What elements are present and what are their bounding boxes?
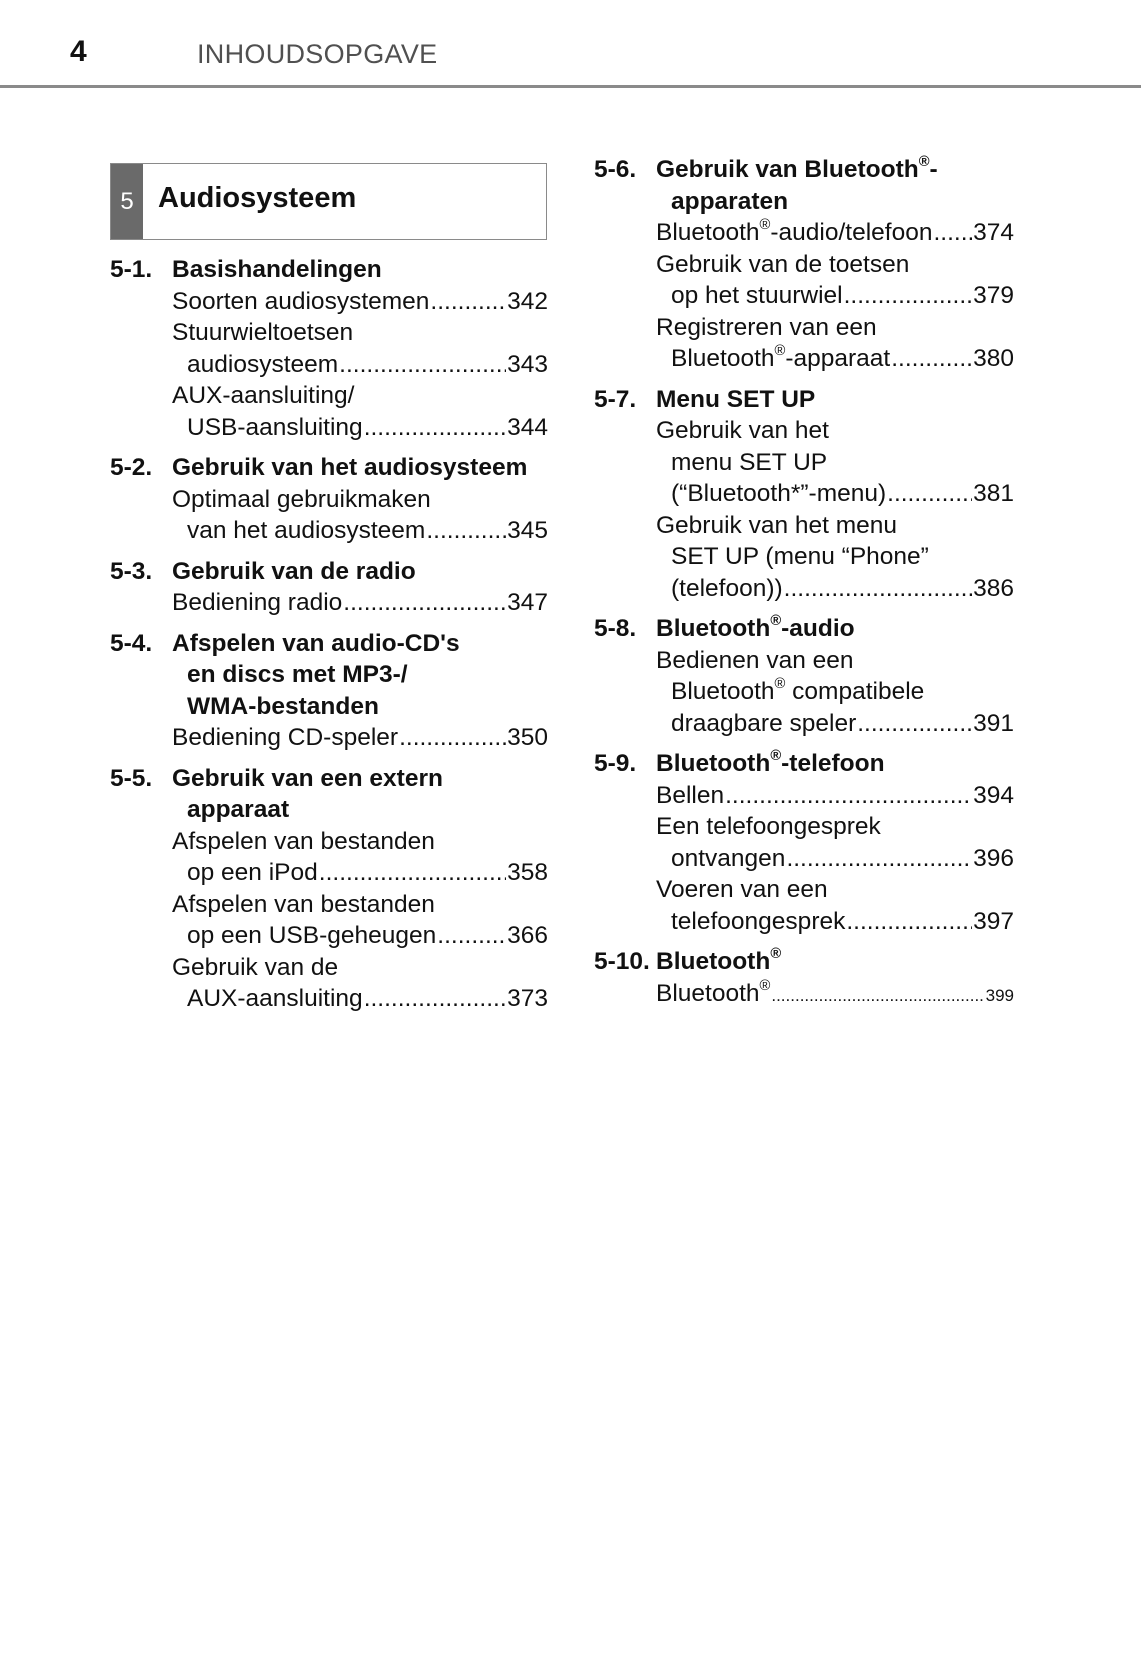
dot-leader <box>786 843 972 875</box>
entry-page-number: 380 <box>973 345 1014 372</box>
registered-mark: ® <box>918 153 930 170</box>
entry-title-line: USB-aansluiting <box>187 413 363 441</box>
toc-entry[interactable] <box>656 217 1014 249</box>
dot-leader <box>437 920 506 952</box>
dot-leader <box>844 280 973 312</box>
section-heading[interactable] <box>594 747 1014 780</box>
chapter-title: Audiosysteem <box>158 182 357 214</box>
entry-title-part: -apparaat <box>785 345 891 372</box>
section-heading[interactable] <box>110 254 548 286</box>
toc-left-column <box>110 254 548 1015</box>
section-title: Gebruik van de radio <box>172 557 416 585</box>
section-title-line: Afspelen van audio-CD's <box>172 629 460 657</box>
entry-title: Bediening CD-speler <box>172 724 399 751</box>
dot-leader <box>426 515 506 547</box>
entry-title-line: telefoongesprek <box>671 907 846 935</box>
dot-leader <box>399 722 506 754</box>
entry-title-line: op het stuurwiel <box>671 282 843 309</box>
section-heading[interactable] <box>594 945 1014 978</box>
section-heading[interactable] <box>594 384 1014 416</box>
entry-title-line: (telefoon)) <box>671 574 783 602</box>
toc-section-5-3 <box>110 556 548 619</box>
entry-page-number: 386 <box>973 574 1014 602</box>
section-title-line: WMA-bestanden <box>187 692 379 720</box>
entry-title-line: SET UP (menu “Phone” <box>671 543 929 570</box>
entry-page-number: 373 <box>507 985 548 1012</box>
entry-title-line: op een iPod <box>187 859 318 886</box>
entry-title-line: draagbare speler <box>671 709 857 737</box>
entry-page-number: 381 <box>973 480 1014 507</box>
toc-entry[interactable] <box>172 380 548 443</box>
entry-title-part: Bluetooth <box>656 219 760 246</box>
toc-section-5-2 <box>110 452 548 547</box>
toc-entry[interactable] <box>172 587 548 619</box>
toc-entry[interactable] <box>656 874 1014 937</box>
entry-title-line <box>671 343 890 375</box>
entry-page-number: 394 <box>973 781 1014 809</box>
dot-leader <box>364 983 506 1015</box>
entry-title-line: Gebruik van de <box>172 953 339 981</box>
section-title-part: - <box>929 156 938 183</box>
toc-section-5-9 <box>594 748 1014 937</box>
entry-page-number: 345 <box>507 517 548 544</box>
dot-leader <box>933 217 972 249</box>
toc-section-5-6 <box>594 154 1014 375</box>
entry-title-part: compatibele <box>785 678 925 705</box>
section-number: 5-8. <box>594 615 637 642</box>
section-number: 5-9. <box>594 750 637 777</box>
entry-title-line: AUX-aansluiting/ <box>172 382 355 409</box>
section-number: 5-4. <box>110 629 153 657</box>
entry-title-part: Bluetooth <box>671 345 775 372</box>
section-number: 5-10. <box>594 948 650 975</box>
section-title-line: apparaten <box>671 187 789 215</box>
section-title: Gebruik van het audiosysteem <box>172 454 528 481</box>
section-title-line: Gebruik van een extern <box>172 764 443 792</box>
toc-entry[interactable] <box>172 317 548 380</box>
registered-mark: ® <box>774 342 786 359</box>
section-title-part: Bluetooth <box>656 750 771 777</box>
page-title: INHOUDSOPGAVE <box>197 39 438 69</box>
toc-section-5-4 <box>110 628 548 754</box>
section-number: 5-3. <box>110 557 153 585</box>
entry-page-number: 342 <box>507 287 548 315</box>
section-heading[interactable] <box>110 763 548 826</box>
entry-title: Bellen <box>656 781 725 809</box>
header-divider <box>0 85 1141 88</box>
entry-title-part: -audio/telefoon <box>770 219 933 246</box>
toc-entry[interactable] <box>656 780 1014 812</box>
toc-entry[interactable] <box>172 484 548 547</box>
section-number: 5-7. <box>594 385 637 413</box>
toc-entry[interactable] <box>656 312 1014 375</box>
entry-title-line: audiosysteem <box>187 350 339 378</box>
page-number: 4 <box>70 35 87 68</box>
toc-section-5-1 <box>110 254 548 443</box>
entry-title <box>656 217 932 249</box>
toc-entry[interactable] <box>656 645 1014 740</box>
toc-entry[interactable] <box>172 952 548 1015</box>
entry-title-line: Stuurwieltoetsen <box>172 319 354 346</box>
entry-title-line: Een telefoongesprek <box>656 813 881 840</box>
entry-title: Soorten audiosystemen <box>172 287 430 315</box>
section-title-part: Bluetooth <box>656 948 771 975</box>
entry-page-number: 358 <box>507 859 548 886</box>
dot-leader <box>887 478 972 510</box>
dot-leader <box>784 573 972 605</box>
entry-title-line: Gebruik van het menu <box>656 511 898 539</box>
registered-mark: ® <box>770 945 782 962</box>
registered-mark: ® <box>774 675 786 692</box>
entry-title: Bediening radio <box>172 589 343 616</box>
section-title: Basishandelingen <box>172 256 382 283</box>
entry-title-line: Bedienen van een <box>656 646 854 674</box>
registered-mark: ® <box>770 612 782 629</box>
section-title-line: en discs met MP3-/ <box>187 661 408 688</box>
toc-section-5-10 <box>594 946 1014 1011</box>
entry-page-number: 344 <box>507 413 548 441</box>
section-heading[interactable] <box>110 452 548 484</box>
dot-leader <box>430 286 506 318</box>
toc-entry[interactable] <box>656 415 1014 510</box>
section-title-line: apparaat <box>187 796 290 823</box>
section-number: 5-2. <box>110 454 153 481</box>
section-title-part: -telefoon <box>781 750 885 777</box>
entry-title-line: Afspelen van bestanden <box>172 890 435 918</box>
toc-section-5-5 <box>110 763 548 1015</box>
entry-page-number: 397 <box>973 907 1014 935</box>
entry-page-number: 391 <box>973 709 1014 737</box>
toc-entry[interactable] <box>172 889 548 952</box>
entry-page-number: 350 <box>507 724 548 751</box>
entry-title-line: Registreren van een <box>656 313 877 341</box>
entry-title-part: Bluetooth <box>671 678 775 705</box>
registered-mark: ® <box>759 216 771 233</box>
dot-leader <box>343 587 506 619</box>
toc-entry[interactable] <box>172 826 548 889</box>
registered-mark: ® <box>770 747 782 764</box>
section-title-part: -audio <box>781 615 855 642</box>
entry-title-line: Voeren van een <box>656 876 828 903</box>
entry-title-line: Afspelen van bestanden <box>172 827 435 855</box>
entry-page-number: 374 <box>973 219 1014 246</box>
chapter-number-tab: 5 <box>111 164 143 239</box>
toc-entry[interactable] <box>656 249 1014 312</box>
dot-leader <box>857 708 972 740</box>
entry-title-line: van het audiosysteem <box>187 517 426 544</box>
entry-page-number: 347 <box>507 589 548 616</box>
toc-entry[interactable] <box>656 811 1014 874</box>
entry-page-number: 379 <box>973 282 1014 309</box>
entry-title-line: (“Bluetooth*”-menu) <box>671 480 887 507</box>
dot-leader <box>364 412 506 444</box>
toc-entry[interactable] <box>656 978 1014 1012</box>
entry-page-number: 366 <box>507 922 548 949</box>
entry-title-line: ontvangen <box>671 844 786 872</box>
section-title-part: Gebruik van Bluetooth <box>656 156 919 183</box>
page-header <box>0 0 1141 90</box>
dot-leader <box>846 906 972 938</box>
section-title: Menu SET UP <box>656 385 816 413</box>
section-heading[interactable] <box>110 556 548 588</box>
entry-title-line: menu SET UP <box>671 448 828 476</box>
section-title-part: Bluetooth <box>656 615 771 642</box>
section-heading[interactable] <box>594 612 1014 645</box>
entry-title-line: Optimaal gebruikmaken <box>172 485 431 513</box>
section-heading[interactable] <box>594 153 1014 217</box>
toc-section-5-7 <box>594 384 1014 605</box>
section-heading[interactable] <box>110 628 548 723</box>
entry-title-line: Gebruik van de toetsen <box>656 250 910 278</box>
dot-leader <box>891 343 972 375</box>
entry-title-part: Bluetooth <box>656 979 760 1007</box>
section-number: 5-6. <box>594 156 637 183</box>
entry-title-line: Gebruik van het <box>656 417 829 444</box>
entry-title-line: AUX-aansluiting <box>187 985 363 1012</box>
toc-entry[interactable] <box>172 722 548 754</box>
dot-leader <box>319 857 506 889</box>
entry-title-line: op een USB-geheugen <box>187 922 437 949</box>
chapter-heading-box <box>110 163 547 240</box>
dot-leader <box>339 349 506 381</box>
entry-page-number: 396 <box>973 844 1014 872</box>
entry-title <box>656 978 770 1010</box>
entry-page-number: 399 <box>985 985 1014 1005</box>
toc-entry[interactable] <box>656 510 1014 605</box>
entry-title-line <box>656 676 1014 708</box>
registered-mark: ® <box>759 977 771 994</box>
toc-right-column <box>594 154 1014 1011</box>
dot-leader <box>725 780 972 812</box>
toc-section-5-8 <box>594 613 1014 739</box>
entry-page-number: 343 <box>507 350 548 378</box>
section-number: 5-1. <box>110 256 153 283</box>
section-number: 5-5. <box>110 764 153 792</box>
dot-leader <box>771 980 984 1012</box>
toc-entry[interactable] <box>172 286 548 318</box>
